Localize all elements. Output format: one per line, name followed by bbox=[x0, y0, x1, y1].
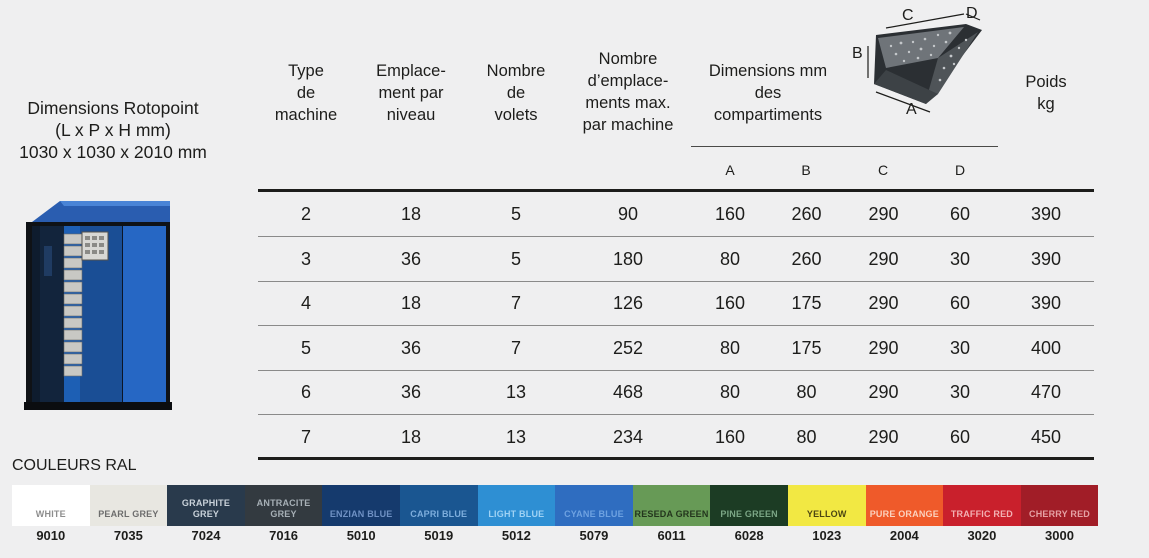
table-row bbox=[258, 415, 1094, 460]
ral-code: 7035 bbox=[113, 528, 143, 543]
header-locations-per-level: Emplace- ment par niveau bbox=[376, 62, 446, 124]
ral-title: COULEURS RAL bbox=[12, 457, 137, 474]
ral-code: 3000 bbox=[1045, 528, 1074, 543]
cell-a: 80 bbox=[719, 248, 741, 269]
ral-swatch bbox=[322, 485, 400, 526]
cell-max: 180 bbox=[612, 248, 644, 269]
cell-type: 2 bbox=[300, 204, 311, 224]
ral-swatch-name: ENZIAN BLUE bbox=[329, 509, 393, 519]
ral-code: 5010 bbox=[346, 528, 376, 543]
cell-per-level: 36 bbox=[400, 337, 422, 358]
cell-weight: 400 bbox=[1030, 337, 1062, 358]
ral-swatch bbox=[555, 485, 633, 526]
ral-swatch-name: PEARL GREY bbox=[98, 509, 159, 519]
cell-a: 80 bbox=[719, 382, 741, 403]
cell-d: 60 bbox=[949, 427, 971, 447]
cell-weight: 450 bbox=[1030, 427, 1062, 447]
diagram-label-d: D bbox=[966, 5, 978, 22]
subheader-c: C bbox=[877, 162, 889, 178]
cell-type: 4 bbox=[300, 293, 311, 314]
subheader-b: B bbox=[801, 162, 811, 178]
cell-weight: 470 bbox=[1030, 382, 1062, 403]
ral-swatch-name: PURE ORANGE bbox=[869, 509, 939, 519]
ral-code: 9010 bbox=[36, 528, 66, 543]
cell-c: 290 bbox=[868, 382, 899, 403]
table-row bbox=[258, 237, 1094, 282]
cell-per-level: 18 bbox=[400, 293, 422, 314]
ral-swatches bbox=[12, 485, 1098, 526]
ral-swatch-name: TRAFFIC RED bbox=[950, 509, 1014, 519]
cell-b: 80 bbox=[796, 427, 817, 447]
cell-c: 290 bbox=[868, 427, 899, 447]
ral-code: 7016 bbox=[269, 528, 299, 543]
header-max-locations: Nombre d’emplace- ments max. par machine bbox=[582, 50, 674, 134]
ral-code: 6011 bbox=[657, 528, 686, 543]
ral-swatch-name: WHITE bbox=[35, 509, 66, 519]
ral-code: 5019 bbox=[424, 528, 454, 543]
ral-code: 6028 bbox=[734, 528, 764, 543]
cell-doors: 7 bbox=[510, 337, 521, 358]
header-doors: Nombre de volets bbox=[486, 62, 546, 124]
compartment-diagram bbox=[846, 2, 996, 118]
ral-code: 1023 bbox=[812, 528, 842, 543]
cell-d: 30 bbox=[949, 337, 971, 358]
cell-a: 160 bbox=[714, 293, 746, 314]
cell-type: 7 bbox=[300, 427, 311, 447]
cell-type: 6 bbox=[300, 382, 311, 403]
cell-c: 290 bbox=[868, 248, 899, 269]
cell-doors: 7 bbox=[510, 293, 521, 314]
header-type: Type de machine bbox=[274, 62, 338, 124]
cell-d: 30 bbox=[949, 382, 971, 403]
ral-swatch bbox=[90, 485, 168, 526]
cell-doors: 5 bbox=[510, 204, 521, 224]
cell-per-level: 18 bbox=[400, 204, 422, 224]
ral-swatch bbox=[400, 485, 478, 526]
table-row bbox=[258, 370, 1094, 415]
ral-swatch bbox=[943, 485, 1021, 526]
cell-weight: 390 bbox=[1030, 204, 1062, 224]
ral-swatch bbox=[12, 485, 90, 526]
cell-per-level: 36 bbox=[400, 248, 422, 269]
cell-b: 175 bbox=[791, 337, 822, 358]
rotopoint-machine-image bbox=[24, 196, 174, 412]
cell-a: 160 bbox=[714, 204, 746, 224]
ral-swatch-name: ANTRACITE GREY bbox=[256, 498, 311, 519]
diagram-label-a: A bbox=[906, 101, 917, 118]
ral-code: 7024 bbox=[191, 528, 221, 543]
dimensions-title: Dimensions Rotopoint bbox=[27, 98, 199, 118]
cell-d: 60 bbox=[949, 293, 971, 314]
header-compartments: Dimensions mm des compartiments bbox=[708, 62, 828, 124]
cell-type: 5 bbox=[300, 337, 311, 358]
ral-swatch-name: RESEDA GREEN bbox=[634, 509, 709, 519]
ral-swatch bbox=[478, 485, 556, 526]
ral-swatch bbox=[245, 485, 323, 526]
subheader-d: D bbox=[954, 162, 966, 178]
ral-swatch-name: CHERRY RED bbox=[1029, 509, 1091, 519]
ral-swatch-name: GRAPHITE GREY bbox=[181, 498, 231, 519]
cell-max: 126 bbox=[612, 293, 644, 314]
cell-b: 260 bbox=[791, 248, 822, 269]
cell-a: 80 bbox=[719, 337, 741, 358]
ral-swatch-name: YELLOW bbox=[806, 509, 847, 519]
ral-swatch-name: CYANE BLUE bbox=[564, 509, 624, 519]
cell-c: 290 bbox=[868, 204, 899, 224]
table-row bbox=[258, 281, 1094, 326]
cell-type: 3 bbox=[300, 248, 311, 269]
diagram-label-b: B bbox=[852, 45, 863, 62]
cell-d: 60 bbox=[949, 204, 971, 224]
cell-d: 30 bbox=[949, 248, 971, 269]
cell-weight: 390 bbox=[1030, 293, 1062, 314]
ral-swatch bbox=[710, 485, 788, 526]
dimensions-unit: (L x P x H mm) bbox=[55, 120, 171, 140]
cell-max: 468 bbox=[612, 382, 644, 403]
diagram-label-c: C bbox=[902, 7, 914, 24]
subheader-a: A bbox=[725, 162, 735, 178]
cell-b: 175 bbox=[791, 293, 822, 314]
table-bottom-rule bbox=[258, 457, 1094, 460]
ral-swatch bbox=[633, 485, 711, 526]
cell-doors: 13 bbox=[505, 382, 527, 403]
dimensions-value: 1030 x 1030 x 2010 mm bbox=[19, 142, 207, 162]
ral-swatch bbox=[167, 485, 245, 526]
ral-swatch bbox=[866, 485, 944, 526]
cell-weight: 390 bbox=[1030, 248, 1062, 269]
ral-swatch bbox=[788, 485, 866, 526]
cell-b: 80 bbox=[796, 382, 817, 403]
cell-a: 160 bbox=[714, 427, 746, 447]
ral-code: 3020 bbox=[967, 528, 997, 543]
ral-swatch-name: LIGHT BLUE bbox=[488, 509, 545, 519]
compartments-subheader-rule bbox=[691, 146, 998, 147]
ral-code: 5079 bbox=[579, 528, 609, 543]
ral-swatch-name: PINE GREEN bbox=[720, 509, 778, 519]
ral-swatch-name: CAPRI BLUE bbox=[410, 509, 468, 519]
cell-max: 90 bbox=[617, 204, 639, 224]
cell-doors: 5 bbox=[510, 248, 521, 269]
cell-per-level: 18 bbox=[400, 427, 422, 447]
ral-swatch bbox=[1021, 485, 1099, 526]
ral-code: 5012 bbox=[501, 528, 531, 543]
ral-codes bbox=[12, 528, 1098, 543]
cell-doors: 13 bbox=[505, 427, 527, 447]
dimensions-block bbox=[0, 97, 226, 163]
header-weight: Poids kg bbox=[1025, 73, 1067, 113]
cell-max: 252 bbox=[612, 337, 644, 358]
cell-per-level: 36 bbox=[400, 382, 422, 403]
table-row bbox=[258, 326, 1094, 371]
ral-code: 2004 bbox=[889, 528, 919, 543]
cell-max: 234 bbox=[612, 427, 644, 447]
cell-c: 290 bbox=[868, 337, 899, 358]
table-row bbox=[258, 192, 1094, 237]
cell-b: 260 bbox=[791, 204, 822, 224]
cell-c: 290 bbox=[868, 293, 899, 314]
